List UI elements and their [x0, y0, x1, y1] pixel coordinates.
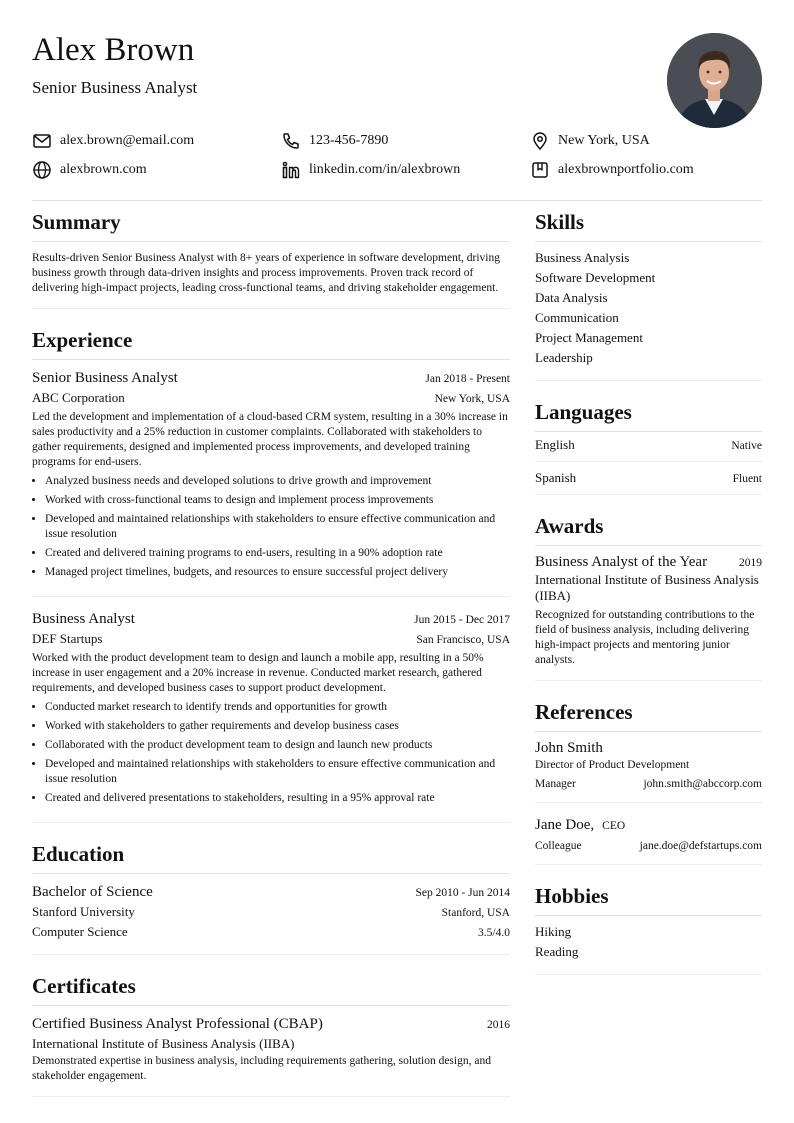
education-entry [32, 874, 510, 955]
job-description: Worked with the product development team to design and launch a mobile app, resulting in a 50% increase in user engagement and a 20% increase in revenue. Conducted market research, gathered requirements, and developed business cases to support product development. [32, 652, 484, 694]
experience-heading: Experience [32, 327, 510, 360]
right-column [535, 209, 762, 1115]
certificates-section [32, 973, 510, 1097]
skill-item: Project Management [535, 330, 643, 345]
education-degree: Bachelor of Science [32, 884, 153, 900]
job-bullet: • Collaborated with the product development team to design and launch new products [45, 738, 510, 753]
location-pin-icon [530, 131, 550, 151]
certificate-year: 2016 [487, 1019, 510, 1031]
job-location: New York, USA [434, 393, 510, 405]
certificate-entry [32, 1006, 510, 1097]
reference-name: Jane Doe, [535, 817, 595, 833]
reference-entry [535, 803, 762, 865]
header-divider [32, 200, 762, 201]
contact-phone[interactable] [281, 132, 530, 150]
job-description: Led the development and implementation of a cloud-based CRM system, resulting in a 30% increase in sales productivity and a 25% reduction in customer complaints. Collaborated with stakeholders to gather requirements, designed and implemented process improvements, and developed training programs for end-users. [32, 411, 508, 468]
reference-entry [535, 732, 762, 803]
linkedin-icon [281, 160, 301, 180]
hobby-item: Hiking [535, 924, 572, 939]
contact-website[interactable] [32, 161, 281, 179]
award-name: Business Analyst of the Year [535, 554, 708, 570]
reference-position: CEO [602, 820, 626, 832]
job-bullet: • Managed project timelines, budgets, and resources to ensure successful project delivery [45, 565, 510, 580]
portfolio-bookmark-icon [530, 160, 550, 180]
job-bullet: • Worked with cross-functional teams to design and implement process improvements [45, 493, 510, 508]
skill-item: Software Development [535, 270, 656, 285]
job-location: San Francisco, USA [416, 634, 510, 646]
skills-section [535, 209, 762, 381]
references-heading: References [535, 699, 762, 732]
contact-portfolio[interactable] [530, 161, 762, 179]
language-level: Fluent [732, 473, 762, 485]
profile-photo-illustration [667, 33, 762, 128]
education-gpa: 3.5/4.0 [478, 927, 510, 939]
job-entry [32, 360, 510, 597]
candidate-name: Alex Brown [32, 32, 195, 68]
award-year: 2019 [739, 557, 762, 569]
job-company: ABC Corporation [32, 390, 125, 405]
contact-list [32, 132, 762, 180]
education-dates: Sep 2010 - Jun 2014 [415, 887, 510, 899]
candidate-title: Senior Business Analyst [32, 78, 198, 97]
certificate-issuer: International Institute of Business Analysis (IIBA) [32, 1036, 295, 1051]
awards-heading: Awards [535, 513, 762, 546]
summary-text: Results-driven Senior Business Analyst with 8+ years of experience in software development, driving business growth through data-driven insights and process improvements. Proven track record of delivering high-impact projects, leading cross-functional teams, and driving stakeholder engagement. [32, 242, 510, 309]
language-item [535, 432, 762, 462]
education-section [32, 841, 510, 955]
award-description: Recognized for outstanding contributions to the field of business analysis, including delivering high-impact projects and mentoring junior analysts. [535, 609, 755, 666]
experience-section [32, 327, 510, 823]
contact-email-text: alex.brown@email.com [60, 133, 195, 148]
skill-item: Communication [535, 310, 619, 325]
reference-email[interactable]: john.smith@abccorp.com [643, 778, 762, 790]
job-bullet: • Developed and maintained relationships with stakeholders to ensure effective communication and issue resolution [45, 512, 510, 542]
skills-list [535, 242, 762, 381]
certificates-heading: Certificates [32, 973, 510, 1006]
award-entry [535, 546, 762, 681]
contact-location [530, 132, 762, 150]
job-bullets [32, 700, 510, 806]
contact-location-text: New York, USA [558, 133, 650, 148]
job-bullet: • Created and delivered training programs to end-users, resulting in a 90% adoption rate [45, 546, 510, 561]
reference-email[interactable]: jane.doe@defstartups.com [639, 840, 762, 852]
language-level: Native [731, 440, 762, 452]
awards-section [535, 513, 762, 681]
contact-linkedin-text: linkedin.com/in/alexbrown [309, 162, 461, 177]
job-company: DEF Startups [32, 631, 103, 646]
language-name: English [535, 437, 575, 452]
reference-relation: Manager [535, 778, 576, 790]
phone-icon [281, 131, 301, 151]
job-entry [32, 597, 510, 823]
education-school: Stanford University [32, 904, 135, 919]
job-role: Senior Business Analyst [32, 370, 178, 386]
hobbies-list [535, 916, 762, 975]
contact-website-text: alexbrown.com [60, 162, 147, 177]
contact-linkedin[interactable] [281, 161, 530, 179]
reference-relation: Colleague [535, 840, 582, 852]
job-role: Business Analyst [32, 611, 135, 627]
summary-heading: Summary [32, 209, 510, 242]
skill-item: Leadership [535, 350, 593, 365]
skills-heading: Skills [535, 209, 762, 242]
job-bullet: • Conducted market research to identify trends and opportunities for growth [45, 700, 510, 715]
contact-portfolio-text: alexbrownportfolio.com [558, 162, 694, 177]
certificate-description: Demonstrated expertise in business analysis, including requirements gathering, solution design, and stakeholder engagement. [32, 1055, 491, 1082]
mail-icon [32, 131, 52, 151]
education-location: Stanford, USA [441, 907, 510, 919]
hobbies-heading: Hobbies [535, 883, 762, 916]
education-heading: Education [32, 841, 510, 874]
summary-section [32, 209, 510, 309]
job-bullet: • Created and delivered presentations to stakeholders, resulting in a 95% approval rate [45, 791, 510, 806]
job-dates: Jun 2015 - Dec 2017 [414, 614, 510, 626]
job-bullet: • Developed and maintained relationships with stakeholders to ensure effective communication and issue resolution [45, 757, 510, 787]
certificate-name: Certified Business Analyst Professional (CBAP) [32, 1016, 323, 1032]
contact-email[interactable] [32, 132, 281, 150]
job-bullets [32, 474, 510, 580]
resume-header [32, 0, 762, 132]
education-field: Computer Science [32, 924, 128, 939]
hobbies-section [535, 883, 762, 975]
language-item [535, 462, 762, 495]
reference-name: John Smith [535, 740, 603, 756]
hobby-item: Reading [535, 944, 579, 959]
skill-item: Business Analysis [535, 250, 630, 265]
languages-section [535, 399, 762, 495]
language-name: Spanish [535, 470, 577, 485]
job-bullet: • Worked with stakeholders to gather requirements and develop business cases [45, 719, 510, 734]
globe-icon [32, 160, 52, 180]
left-column [32, 209, 510, 1115]
contact-phone-text: 123-456-7890 [309, 133, 389, 148]
references-section [535, 699, 762, 865]
award-issuer: International Institute of Business Analysis (IIBA) [535, 572, 759, 603]
job-bullet: • Analyzed business needs and developed solutions to drive growth and improvement [45, 474, 510, 489]
reference-position: Director of Product Development [535, 759, 690, 771]
profile-photo [667, 33, 762, 128]
skill-item: Data Analysis [535, 290, 608, 305]
job-dates: Jan 2018 - Present [425, 373, 510, 385]
languages-heading: Languages [535, 399, 762, 432]
